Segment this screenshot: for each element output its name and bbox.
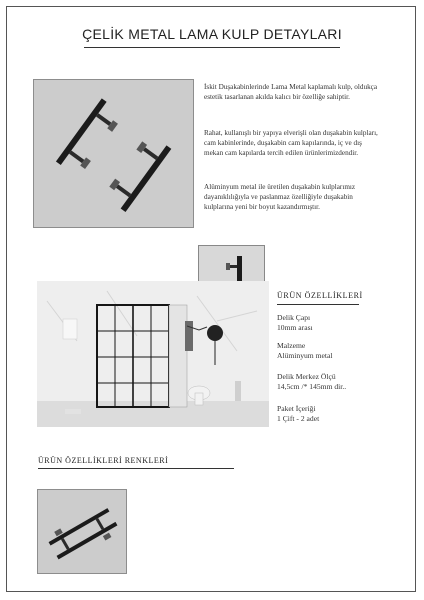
feature-label-hole-center: Delik Merkez Ölçü — [277, 372, 336, 381]
handle-product-photo — [33, 79, 194, 228]
feature-label-package: Paket İçeriği — [277, 404, 316, 413]
feature-label-material: Malzeme — [277, 341, 306, 350]
feature-label-hole-diameter: Delik Çapı — [277, 313, 311, 322]
features-heading: ÜRÜN ÖZELLİKLERİ — [277, 291, 363, 300]
feature-value-hole-diameter: 10mm arası — [277, 323, 313, 332]
handle-illustration — [34, 80, 193, 227]
description-paragraph-2: Rahat, kullanışlı bir yapıya elverişli olan duşakabin kulpları, cam kabinlerinde, duşakabin cam kapılarında, iç ve dış mekan cam kapılarda tercih edilen ürünlerimizdendir. — [204, 129, 378, 157]
shower-room-photo — [37, 281, 269, 427]
features-underline — [277, 304, 359, 305]
handle-color-illustration — [38, 490, 126, 573]
feature-value-material: Alüminyum metal — [277, 351, 333, 360]
page-title: ÇELİK METAL LAMA KULP DETAYLARI — [82, 26, 342, 42]
description-paragraph-3: Alüminyum metal ile üretilen duşakabin kulplarımız dayanıklılığıyla ve paslanmaz özelliğiyle duşakabin kulplarına yeni bir boyut kazandırmıştır. — [204, 183, 356, 211]
feature-value-hole-center: 14,5cm /* 145mm dir.. — [277, 382, 347, 391]
title-underline — [84, 47, 340, 48]
description-paragraph-1: İskit Duşakabinlerinde Lama Metal kaplamalı kulp, oldukça estetik tasarlanan akılda kalıcı bir özelliğe sahiptir. — [204, 83, 378, 101]
colors-heading: ÜRÜN ÖZELLİKLERİ RENKLERİ — [38, 456, 169, 465]
handle-color-photo — [37, 489, 127, 574]
colors-underline — [38, 468, 234, 469]
feature-value-package: 1 Çift - 2 adet — [277, 414, 320, 423]
shower-illustration — [37, 281, 269, 427]
